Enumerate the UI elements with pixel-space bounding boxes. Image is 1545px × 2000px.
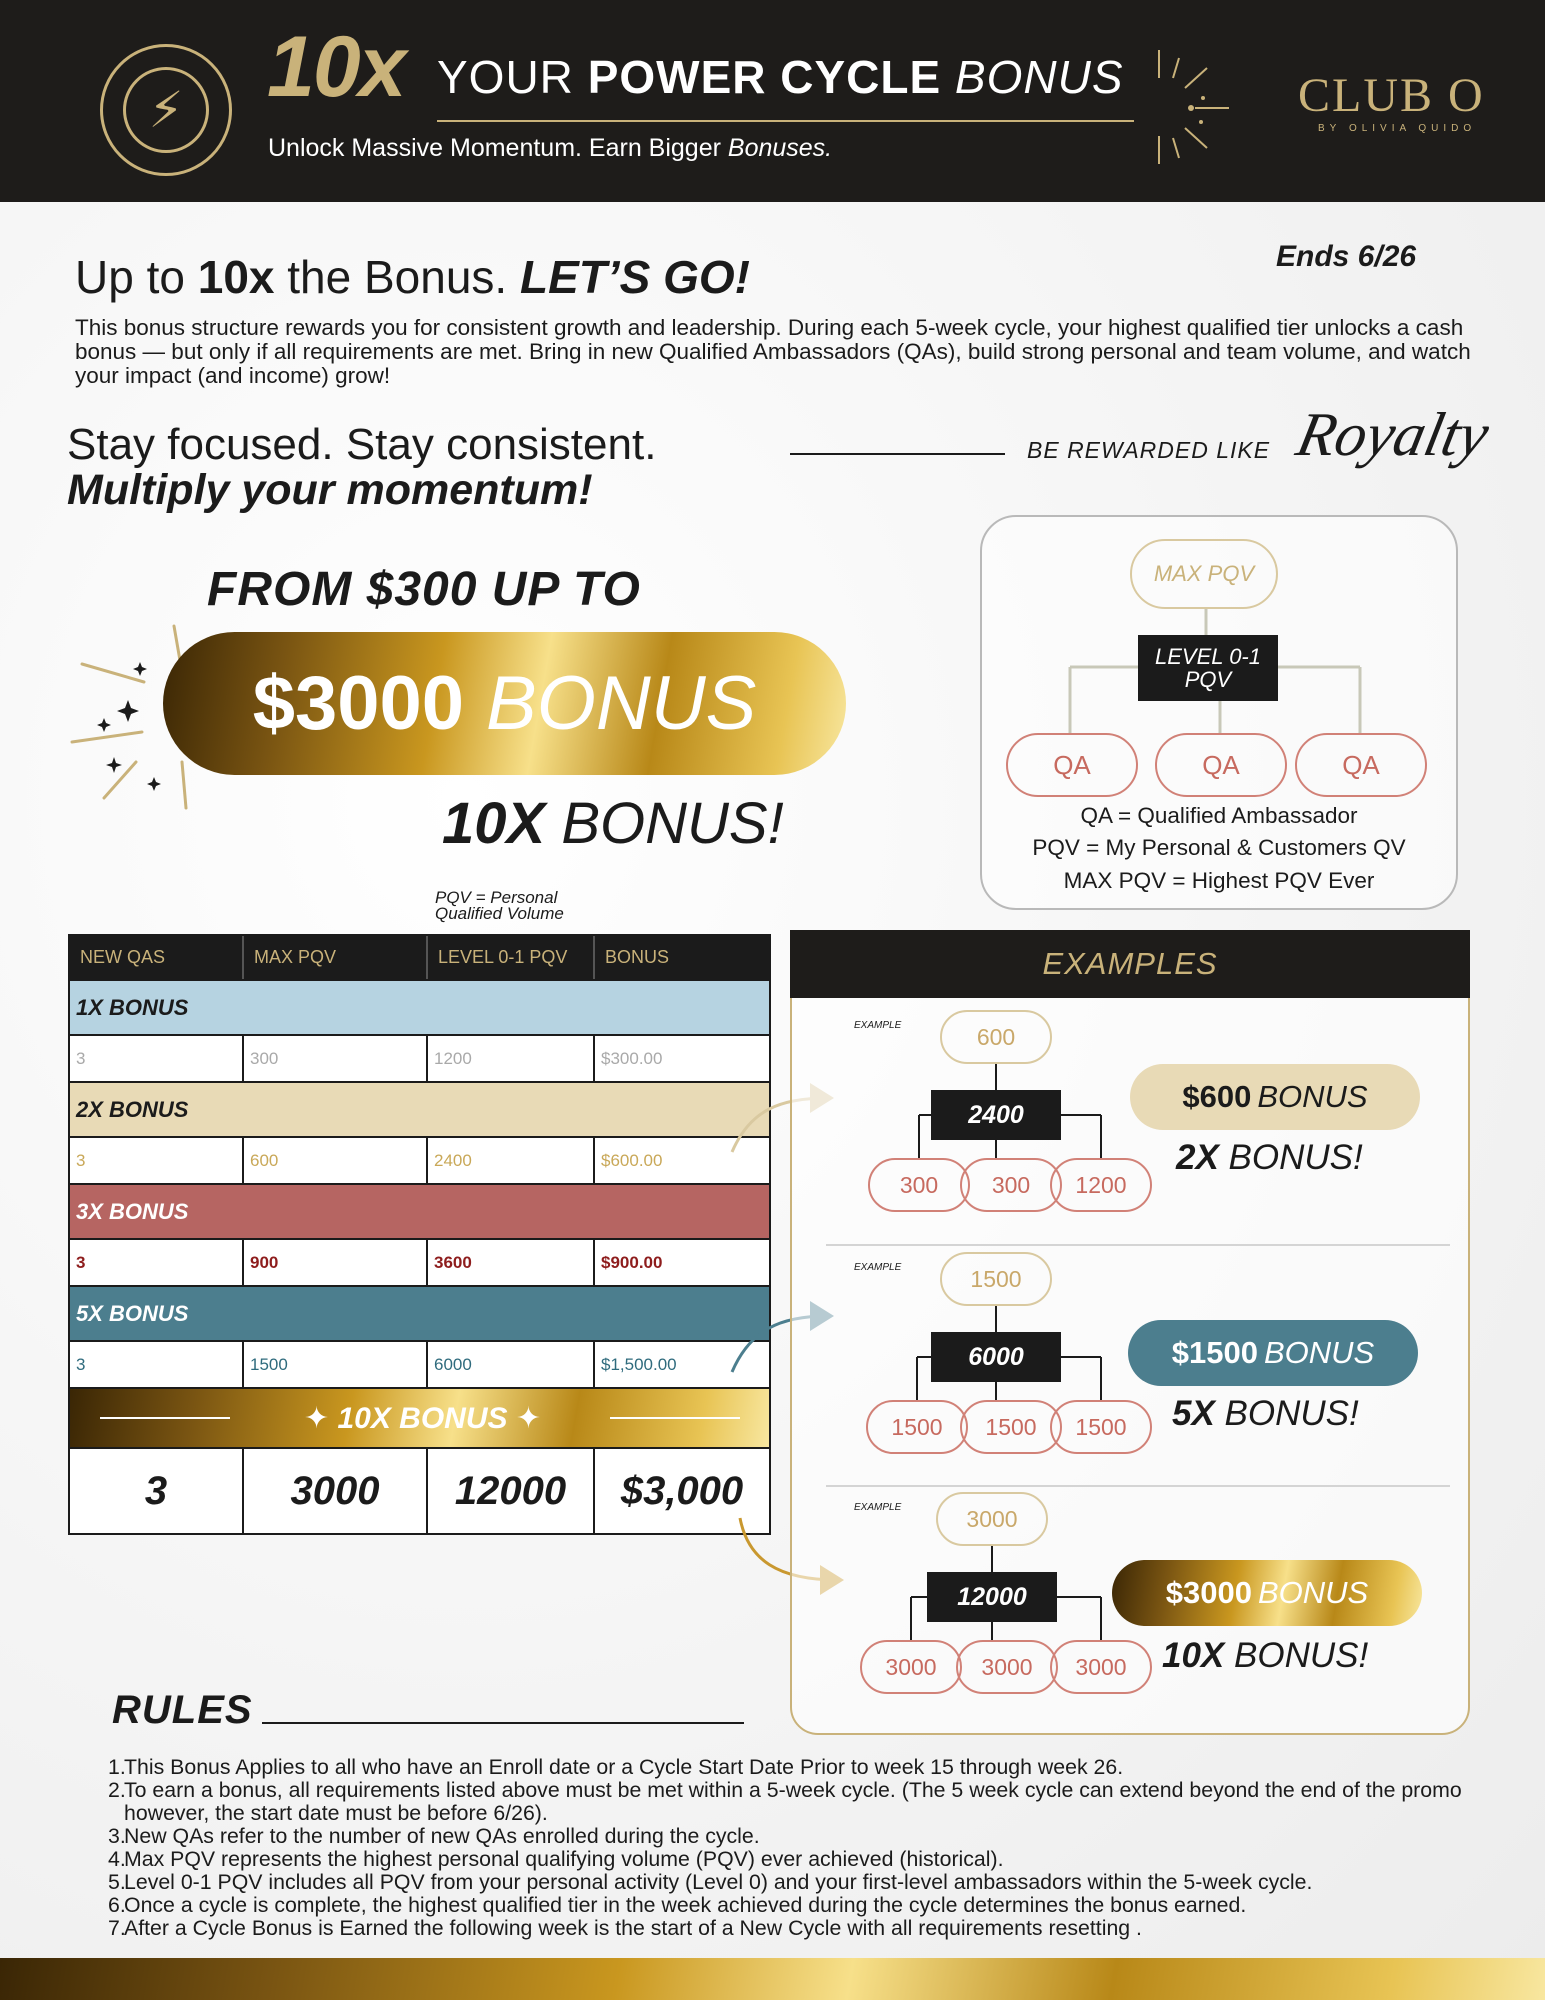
footer-bar — [0, 1958, 1545, 2000]
brand-byline: BY OLIVIA QUIDO — [1318, 123, 1477, 134]
example-qa-node: 3000 — [860, 1640, 962, 1694]
rule-item — [108, 1756, 1518, 1779]
example-bonus-word: BONUS — [1257, 1079, 1368, 1114]
cell-new-qas: 3 — [70, 1342, 244, 1387]
cell-max-pqv: 1500 — [244, 1342, 428, 1387]
example-bonus-pill — [1112, 1560, 1422, 1626]
cell-bonus: $3,000 — [620, 1468, 744, 1513]
max-bonus-pill: $3000 BONUS — [163, 632, 846, 775]
example-max-pqv: 3000 — [936, 1492, 1048, 1546]
example-tag: EXAMPLE — [854, 1020, 902, 1031]
royal-label: BE REWARDED LIKE — [1027, 437, 1271, 463]
cell-level-pqv: 1200 — [428, 1036, 595, 1081]
example-mult-value: 10X — [1162, 1636, 1225, 1675]
promo-multiplier: 10X BONUS! — [442, 791, 784, 856]
example-max-pqv: 1500 — [940, 1252, 1052, 1306]
rule-text: This Bonus Applies to all who have an Enroll date or a Cycle Start Date Prior to week 15 through week 26. — [124, 1755, 1124, 1779]
cell-level-pqv: 3600 — [428, 1240, 595, 1285]
pqv-note: PQV = Personal Qualified Volume — [435, 888, 564, 923]
example-qa-node: 1500 — [866, 1400, 968, 1454]
example-tag: EXAMPLE — [854, 1262, 902, 1273]
col-bonus: BONUS — [605, 947, 670, 967]
rule-number: 3. — [108, 1824, 126, 1848]
header-subtitle: Unlock Massive Momentum. Earn Bigger Bonuses. — [268, 134, 833, 162]
example-mult-word: BONUS! — [1214, 1394, 1359, 1433]
cell-max-pqv: 600 — [244, 1138, 428, 1183]
example-mult-word: BONUS! — [1218, 1138, 1363, 1177]
royal-script: Royalty — [1290, 401, 1495, 469]
example-mult-value: 5X — [1172, 1394, 1215, 1433]
example-mult-value: 2X — [1176, 1138, 1219, 1177]
example-bonus-amount: $3000 — [1165, 1575, 1252, 1610]
example-qa-node: 3000 — [956, 1640, 1058, 1694]
cell-max-pqv: 3000 — [244, 1449, 428, 1533]
end-date: Ends 6/26 — [1276, 240, 1417, 273]
intro-paragraph: This bonus structure rewards you for consistent growth and leadership. During each 5-week cycle, your highest qualified tier unlocks a cash bonus — but only if all requirements are met. Bring in new Qualified Ambassadors (QAs), build strong personal and team volume, and watch your impact (and income) grow! — [75, 315, 1471, 388]
rule-text: Max PQV represents the highest personal qualifying volume (PQV) ever achieved (historical). — [124, 1847, 1004, 1871]
tier-label: 3X BONUS — [76, 1198, 189, 1224]
rule-item — [108, 1825, 1518, 1848]
example-tag: EXAMPLE — [854, 1502, 902, 1513]
rule-number: 7. — [108, 1916, 126, 1940]
legend-max-pqv: MAX PQV — [1130, 539, 1278, 609]
legend-def-max-pqv: MAX PQV = Highest PQV Ever — [1063, 868, 1375, 893]
tier-label: ✦ 10X BONUS ✦ — [303, 1401, 542, 1435]
example-bonus-amount: $1500 — [1171, 1335, 1258, 1370]
example-bonus-word: BONUS — [1263, 1335, 1375, 1370]
rule-item — [108, 1779, 1518, 1825]
examples-divider — [826, 1244, 1450, 1246]
example-qa-node: 1200 — [1050, 1158, 1152, 1212]
focus-line-2: Multiply your momentum! — [67, 466, 593, 514]
cell-new-qas: 3 — [70, 1138, 244, 1183]
cell-bonus: $1,500.00 — [601, 1354, 677, 1374]
col-max-pqv: MAX PQV — [244, 936, 428, 979]
promo-from: FROM $300 UP TO — [207, 563, 641, 616]
rule-text: After a Cycle Bonus is Earned the following week is the start of a New Cycle with all requirements resetting . — [124, 1916, 1142, 1940]
rule-item — [108, 1894, 1518, 1917]
example-qa-node: 1500 — [1050, 1400, 1152, 1454]
example-level-pqv: 2400 — [931, 1090, 1061, 1140]
col-level-pqv: LEVEL 0-1 PQV — [428, 936, 595, 979]
lightning-bolt-icon: ⚡ — [123, 67, 209, 153]
cell-max-pqv: 300 — [244, 1036, 428, 1081]
example-qa-node: 300 — [868, 1158, 970, 1212]
example-bonus-amount: $600 — [1182, 1079, 1252, 1114]
example-level-pqv: 6000 — [931, 1332, 1061, 1382]
tier-label: 5X BONUS — [76, 1300, 189, 1326]
example-bonus-word: BONUS — [1257, 1575, 1369, 1610]
cell-bonus: $600.00 — [601, 1150, 663, 1170]
header-title: YOUR POWER CYCLE BONUS — [437, 51, 1124, 103]
rule-item — [108, 1848, 1518, 1871]
rule-number: 4. — [108, 1847, 126, 1871]
tier-label: 2X BONUS — [76, 1096, 189, 1122]
header-multiplier: 10x — [267, 19, 405, 115]
rule-number: 5. — [108, 1870, 126, 1894]
example-qa-node: 3000 — [1050, 1640, 1152, 1694]
legend-def-pqv: PQV = My Personal & Customers QV — [1032, 835, 1406, 860]
cell-bonus: $900.00 — [601, 1252, 663, 1272]
rules-list — [108, 1756, 1518, 1940]
rules-title: RULES — [112, 1688, 253, 1732]
examples-divider — [826, 1485, 1450, 1487]
example-qa-node: 300 — [960, 1158, 1062, 1212]
rule-text: Level 0-1 PQV includes all PQV from your personal activity (Level 0) and your first-level ambassadors within the 5-week cycle. — [124, 1870, 1313, 1894]
examples-title: EXAMPLES — [790, 930, 1470, 998]
cell-max-pqv: 900 — [244, 1240, 428, 1285]
cell-new-qas: 3 — [70, 1240, 244, 1285]
legend-qa-node: QA — [1006, 733, 1138, 797]
rule-number: 6. — [108, 1893, 126, 1917]
example-max-pqv: 600 — [940, 1010, 1052, 1064]
rule-number: 2. — [108, 1778, 126, 1802]
example-multiplier — [1162, 1636, 1368, 1676]
focus-line-1: Stay focused. Stay consistent. — [67, 420, 657, 469]
example-qa-node: 1500 — [960, 1400, 1062, 1454]
example-level-pqv: 12000 — [927, 1572, 1057, 1622]
col-new-qas: NEW QAS — [70, 936, 244, 979]
legend-qa-node: QA — [1295, 733, 1427, 797]
rule-text: New QAs refer to the number of new QAs enrolled during the cycle. — [124, 1824, 760, 1848]
example-mult-word: BONUS! — [1224, 1636, 1369, 1675]
cell-bonus: $300.00 — [601, 1048, 663, 1068]
cell-new-qas: 3 — [70, 1449, 244, 1533]
brand-logo: CLUB O — [1298, 69, 1485, 122]
cell-level-pqv: 6000 — [428, 1342, 595, 1387]
legend-level-pqv: LEVEL 0-1 PQV — [1138, 635, 1278, 701]
intro-heading: Up to 10x the Bonus. LET’S GO! — [75, 251, 750, 303]
rule-item — [108, 1917, 1518, 1940]
cell-level-pqv: 2400 — [428, 1138, 595, 1183]
rules-divider — [262, 1722, 744, 1724]
legend-qa-node: QA — [1155, 733, 1287, 797]
rule-text: To earn a bonus, all requirements listed above must be met within a 5-week cycle. (The 5 week cycle can extend beyond the end of the promo however, the start date must be before 6/26). — [124, 1778, 1462, 1825]
tier-label: 1X BONUS — [76, 994, 189, 1020]
cell-new-qas: 3 — [70, 1036, 244, 1081]
legend-def-qa: QA = Qualified Ambassador — [1080, 803, 1358, 828]
rule-item — [108, 1871, 1518, 1894]
rule-number: 1. — [108, 1755, 126, 1779]
cell-level-pqv: 12000 — [428, 1449, 595, 1533]
rule-text: Once a cycle is complete, the highest qualified tier in the week achieved during the cycle determines the bonus earned. — [124, 1893, 1247, 1917]
